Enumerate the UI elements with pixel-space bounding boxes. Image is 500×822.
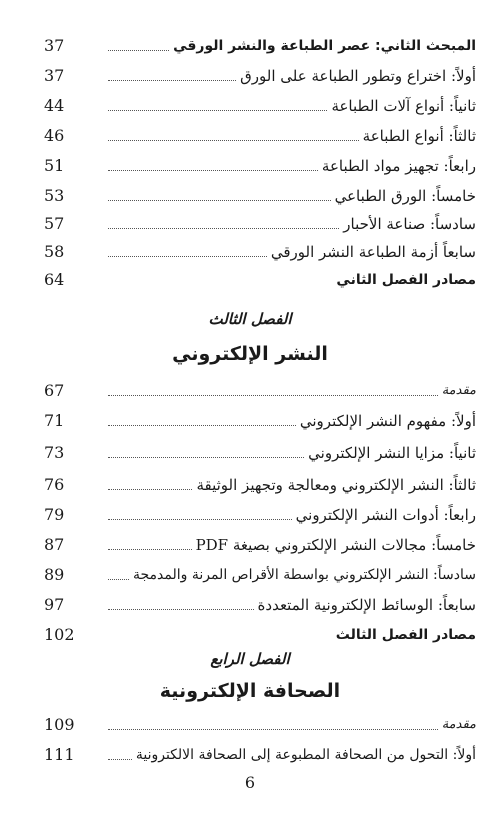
toc-entry-label: خامساً: الورق الطباعي <box>334 187 476 205</box>
toc-page-number: 67 <box>44 381 65 400</box>
toc-entry-label: مقدمة <box>441 717 476 732</box>
leader-dots <box>108 49 169 51</box>
toc-page-number: 37 <box>44 36 65 55</box>
toc-entry-label: ثانياً: مزايا النشر الإلكتروني <box>308 444 476 462</box>
toc-entry <box>44 467 476 495</box>
toc-page-number: 37 <box>44 66 65 85</box>
toc-page-number: 109 <box>44 715 75 734</box>
toc-page-number: 51 <box>44 156 65 175</box>
toc-entry <box>44 88 476 116</box>
leader-dots <box>108 139 359 141</box>
toc-entry-label: ثانياً: أنواع آلات الطباعة <box>331 97 476 115</box>
toc-entry <box>44 527 476 555</box>
leader-dots <box>108 456 304 458</box>
chapter-subtitle: النشر الإلكتروني <box>172 343 328 365</box>
toc-entry <box>44 707 476 735</box>
page-number: 6 <box>244 773 256 792</box>
leader-dots <box>108 488 192 490</box>
toc-entry <box>44 557 476 585</box>
toc-page-number: 102 <box>44 625 75 644</box>
toc-entry-label: خامساً: مجالات النشر الإلكتروني بصيغة PDF <box>195 536 476 554</box>
toc-entry <box>44 587 476 615</box>
toc-entry <box>44 58 476 86</box>
toc-page-number: 89 <box>44 565 65 584</box>
chapter-title: الفصل الرابع <box>210 650 290 668</box>
leader-dots <box>108 578 129 580</box>
toc-entry-label: ثالثاً: النشر الإلكتروني ومعالجة وتجهيز الوثيقة <box>196 476 476 494</box>
toc-page-number: 53 <box>44 186 65 205</box>
toc-entry <box>44 118 476 146</box>
toc-entry <box>44 617 476 645</box>
leader-dots <box>108 199 331 201</box>
toc-entry <box>44 737 476 765</box>
leader-dots <box>108 227 339 229</box>
toc-entry-label: سابعاً أزمة الطباعة النشر الورقي <box>270 243 476 261</box>
toc-entry-label: سابعاً: الوسائط الإلكترونية المتعددة <box>257 596 476 614</box>
toc-page-number: 79 <box>44 505 65 524</box>
toc-page-number: 58 <box>44 242 65 261</box>
leader-dots <box>108 394 438 396</box>
leader-dots <box>108 728 438 730</box>
toc-page-number: 44 <box>44 96 65 115</box>
leader-dots <box>108 255 267 257</box>
toc-page-number: 97 <box>44 595 65 614</box>
toc-entry-label: أولاً: اختراع وتطور الطباعة على الورق <box>240 67 476 85</box>
toc-entry-label: سادساً: صناعة الأحبار <box>343 215 476 233</box>
toc-entry <box>44 435 476 463</box>
toc-entry <box>44 178 476 206</box>
toc-page-number: 76 <box>44 475 65 494</box>
leader-dots <box>108 169 318 171</box>
toc-page-number: 57 <box>44 214 65 233</box>
toc-entry <box>44 403 476 431</box>
chapter-subtitle: الصحافة الإلكترونية <box>159 680 341 702</box>
toc-entry-label: ثالثاً: أنواع الطباعة <box>362 127 476 145</box>
leader-dots <box>108 79 236 81</box>
toc-entry-label: مقدمة <box>441 383 476 398</box>
toc-entry-label: رابعاً: تجهيز مواد الطباعة <box>321 157 476 175</box>
toc-page-number: 46 <box>44 126 65 145</box>
leader-dots <box>108 608 254 610</box>
toc-page-number: 64 <box>44 270 65 289</box>
toc-entry <box>44 148 476 176</box>
toc-entry-label: مصادر الفصل الثالث <box>335 627 476 643</box>
toc-page-number: 71 <box>44 411 65 430</box>
toc-entry-label: سادساً: النشر الإلكتروني بواسطة الأقراص المرنة والمدمجة <box>132 567 476 583</box>
leader-dots <box>108 518 292 520</box>
leader-dots <box>108 548 192 550</box>
toc-entry-label: أولاً: مفهوم النشر الإلكتروني <box>299 412 476 430</box>
toc-entry-label: رابعاً: أدوات النشر الإلكتروني <box>295 506 476 524</box>
toc-entry-label: المبحث الثاني: عصر الطباعة والنشر الورقي <box>173 38 476 54</box>
leader-dots <box>108 424 296 426</box>
chapter-title: الفصل الثالث <box>208 310 292 328</box>
toc-entry <box>44 234 476 262</box>
toc-entry <box>44 28 476 56</box>
toc-entry <box>44 497 476 525</box>
toc-page-number: 73 <box>44 443 65 462</box>
toc-entry <box>44 206 476 234</box>
toc-page-number: 111 <box>44 745 75 764</box>
toc-page-number: 87 <box>44 535 65 554</box>
toc-entry <box>44 262 476 290</box>
leader-dots <box>108 758 132 760</box>
toc-entry-label: أولاً: التحول من الصحافة المطبوعة إلى الصحافة الالكترونية <box>135 747 476 763</box>
toc-entry-label: مصادر الفصل الثاني <box>336 272 476 288</box>
leader-dots <box>108 109 327 111</box>
toc-entry <box>44 373 476 401</box>
